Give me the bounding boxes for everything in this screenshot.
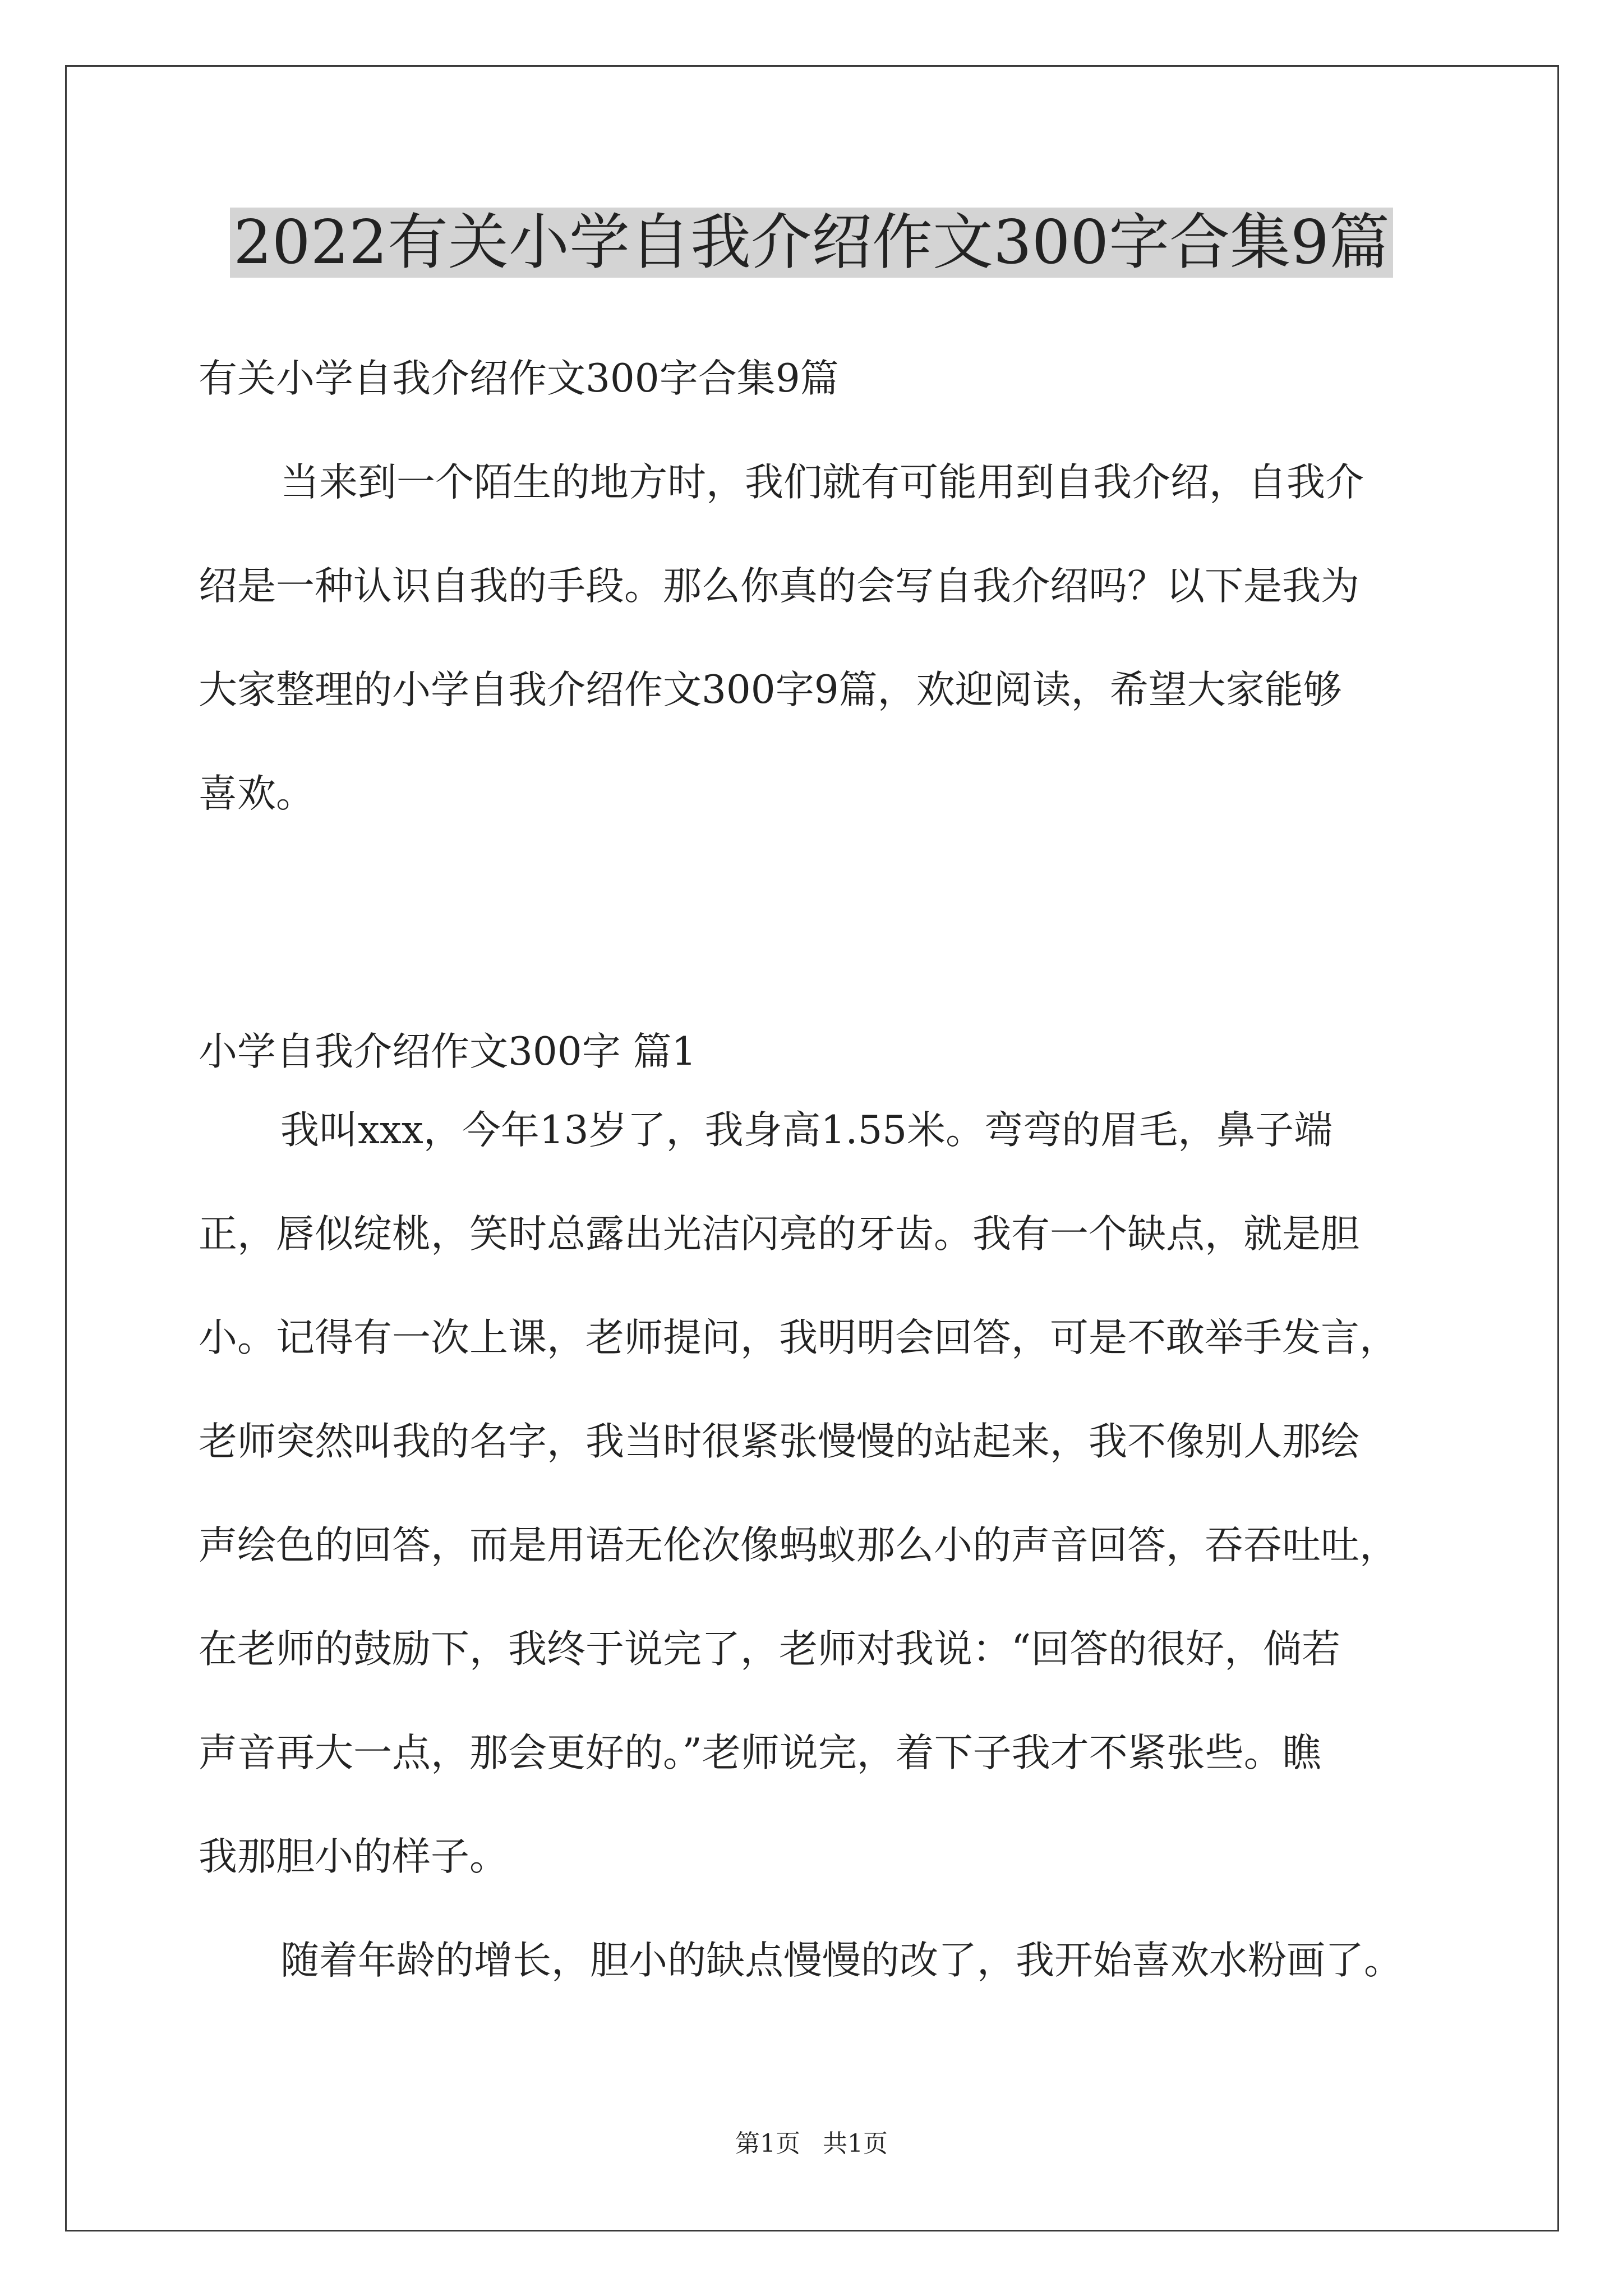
body-line: 小。记得有一次上课，老师提问，我明明会回答，可是不敢举手发言， — [199, 1315, 1398, 1360]
section-heading: 小学自我介绍作文300字 篇1 — [199, 1029, 697, 1074]
page-number-total: 共1页 — [823, 2129, 888, 2158]
document-subtitle: 有关小学自我介绍作文300字合集9篇 — [199, 356, 839, 401]
body-line: 声音再大一点，那会更好的。”老师说完，着下子我才不紧张些。瞧 — [199, 1731, 1321, 1775]
body-line: 老师突然叫我的名字，我当时很紧张慢慢的站起来，我不像别人那绘 — [199, 1419, 1359, 1464]
intro-line: 大家整理的小学自我介绍作文300字9篇，欢迎阅读，希望大家能够 — [199, 668, 1342, 712]
body-line: 我那胆小的样子。 — [199, 1834, 508, 1879]
document-title — [0, 201, 1623, 285]
body-line: 随着年龄的增长，胆小的缺点慢慢的改了，我开始喜欢水粉画了。 — [280, 1938, 1403, 1983]
body-line: 声绘色的回答，而是用语无伦次像蚂蚁那么小的声音回答，吞吞吐吐， — [199, 1523, 1398, 1568]
body-line: 我叫xxx，今年13岁了，我身高1.55米。弯弯的眉毛，鼻子端 — [280, 1108, 1333, 1153]
body-line: 正，唇似绽桃，笑时总露出光洁闪亮的牙齿。我有一个缺点，就是胆 — [199, 1212, 1359, 1257]
intro-line: 喜欢。 — [199, 771, 315, 816]
page-footer — [0, 2127, 1623, 2161]
document-title-text: 2022有关小学自我介绍作文300字合集9篇 — [230, 208, 1393, 278]
intro-line: 绍是一种认识自我的手段。那么你真的会写自我介绍吗？以下是我为 — [199, 564, 1359, 609]
intro-line: 当来到一个陌生的地方时，我们就有可能用到自我介绍，自我介 — [280, 460, 1364, 505]
page-number-current: 第1页 — [735, 2129, 800, 2158]
body-line: 在老师的鼓励下，我终于说完了，老师对我说：“回答的很好，倘若 — [199, 1627, 1341, 1672]
